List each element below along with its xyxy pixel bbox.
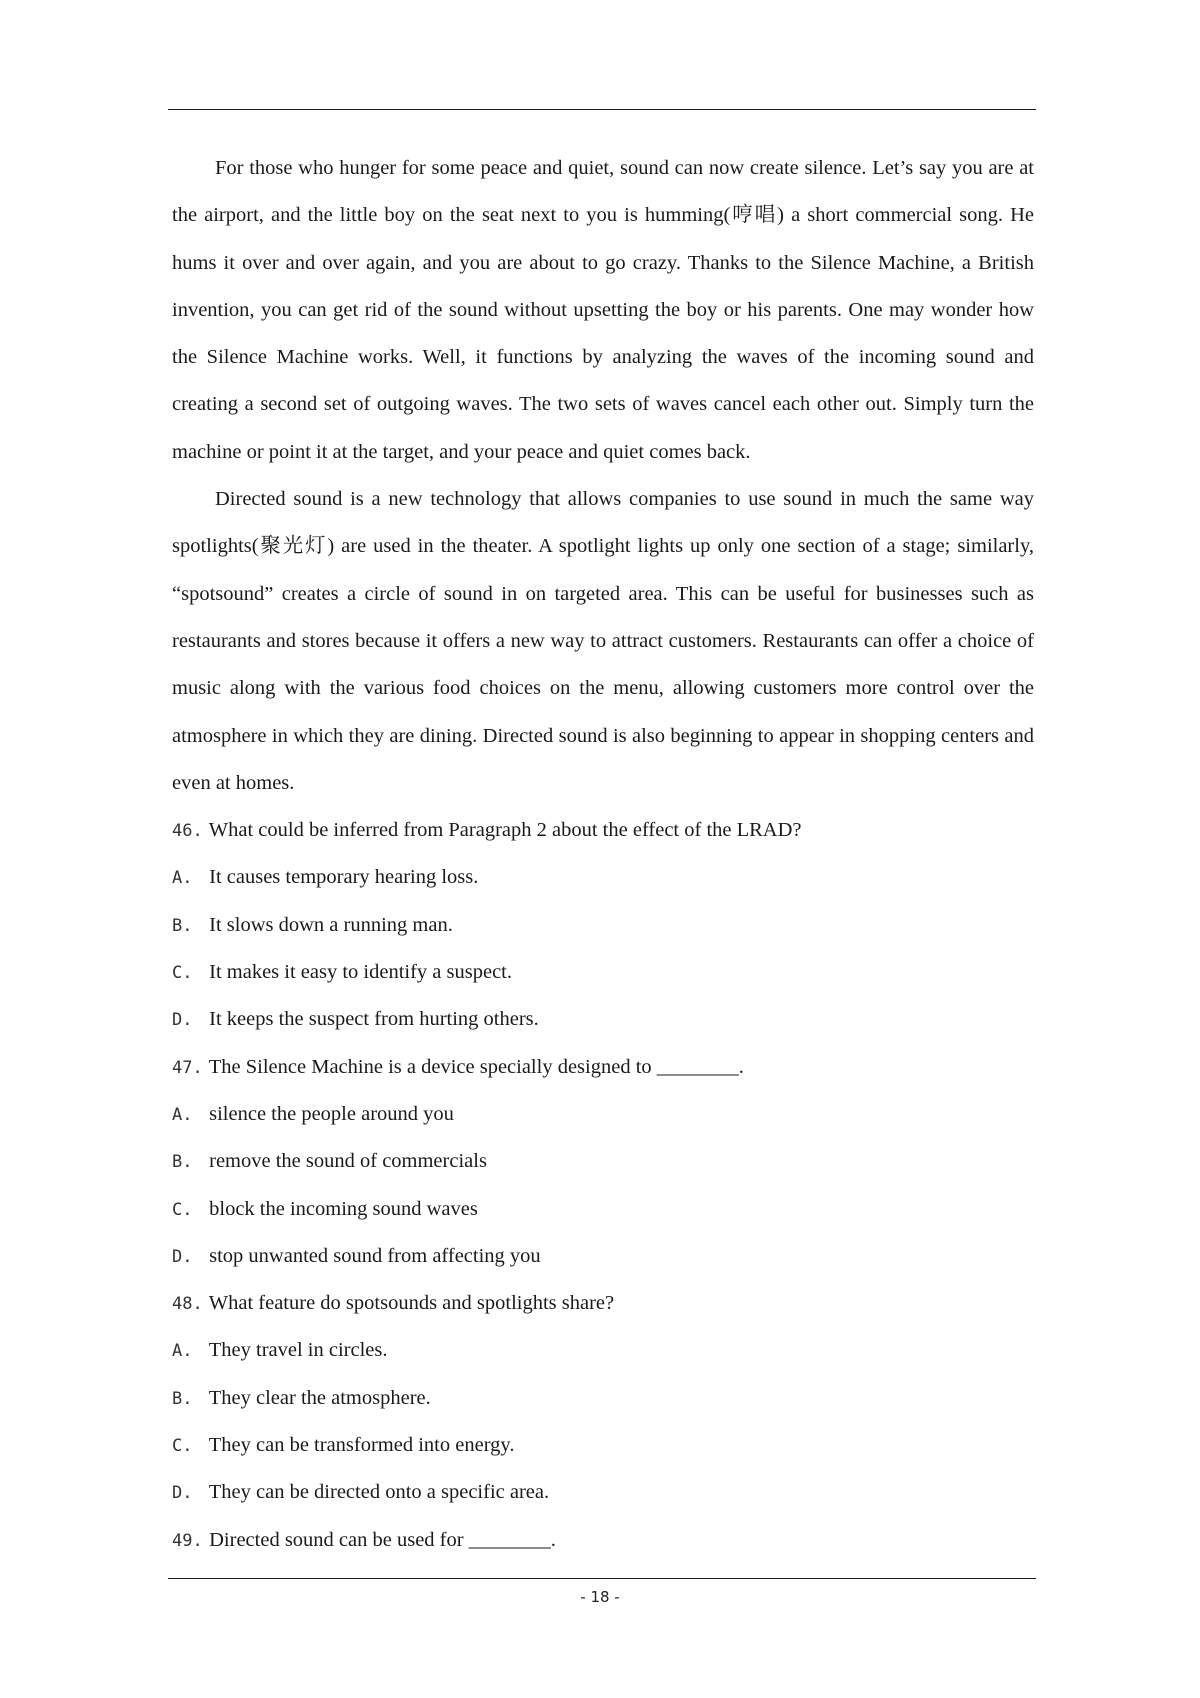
question-47 bbox=[172, 1044, 1034, 1091]
option-label: D. bbox=[172, 1246, 193, 1267]
option-48-b bbox=[172, 1375, 1034, 1422]
question-48 bbox=[172, 1280, 1034, 1327]
option-label: C. bbox=[172, 1199, 193, 1220]
option-text: stop unwanted sound from affecting you bbox=[209, 1244, 541, 1267]
question-text: What could be inferred from Paragraph 2 about the effect of the LRAD? bbox=[208, 819, 802, 842]
question-49 bbox=[172, 1517, 1034, 1564]
option-48-a bbox=[172, 1327, 1034, 1374]
option-label: B. bbox=[172, 1388, 193, 1409]
page-content bbox=[172, 145, 1034, 1564]
option-label: D. bbox=[172, 1010, 193, 1031]
option-text: remove the sound of commercials bbox=[209, 1150, 487, 1173]
option-text: They can be directed onto a specific area. bbox=[208, 1481, 550, 1504]
option-label: A. bbox=[172, 868, 193, 889]
option-48-c bbox=[172, 1422, 1034, 1469]
question-46 bbox=[172, 807, 1034, 854]
question-text: Directed sound can be used for ________. bbox=[209, 1528, 556, 1551]
header-rule bbox=[168, 109, 1036, 110]
option-text: block the incoming sound waves bbox=[209, 1197, 478, 1220]
page-number: - 18 - bbox=[580, 1588, 620, 1606]
footer-rule bbox=[168, 1578, 1036, 1579]
option-text: It makes it easy to identify a suspect. bbox=[209, 961, 512, 984]
passage-paragraph: For those who hunger for some peace and quiet, sound can now create silence. Let’s say you are at the airport, and the little boy on the seat next to you is humming(哼唱) a short commercial song. He hums it over and over again, and you are about to go crazy. Thanks to the Silence Machine, a British invention, you can get rid of the sound without upsetting the boy or his parents. One may wonder how the Silence Machine works. Well, it functions by analyzing the waves of the incoming sound and creating a second set of outgoing waves. The two sets of waves cancel each other out. Simply turn the machine or point it at the target, and your peace and quiet comes back. bbox=[172, 157, 1034, 463]
option-text: They travel in circles. bbox=[208, 1339, 388, 1362]
question-number: 48. bbox=[172, 1294, 203, 1315]
option-label: D. bbox=[172, 1483, 193, 1504]
option-46-c bbox=[172, 949, 1034, 996]
option-label: C. bbox=[172, 963, 193, 984]
option-47-d bbox=[172, 1233, 1034, 1280]
option-text: They clear the atmosphere. bbox=[208, 1386, 431, 1409]
question-number: 46. bbox=[172, 821, 203, 842]
question-text: The Silence Machine is a device specially designed to ________. bbox=[208, 1055, 744, 1078]
option-text: It keeps the suspect from hurting others. bbox=[209, 1008, 539, 1031]
option-47-b bbox=[172, 1138, 1034, 1185]
option-46-b bbox=[172, 902, 1034, 949]
option-48-d bbox=[172, 1469, 1034, 1516]
option-label: B. bbox=[172, 1152, 193, 1173]
option-label: A. bbox=[172, 1341, 193, 1362]
option-text: It slows down a running man. bbox=[209, 913, 453, 936]
question-number: 49. bbox=[172, 1530, 203, 1551]
passage-paragraph: Directed sound is a new technology that allows companies to use sound in much the same way spotlights(聚光灯) are used in the theater. A spotlight lights up only one section of a stage; similarly, “spotsound” creates a circle of sound in on targeted area. This can be useful for businesses such as restaurants and stores because it offers a new way to attract customers. Restaurants can offer a choice of music along with the various food choices on the menu, allowing customers more control over the atmosphere in which they are dining. Directed sound is also beginning to appear in shopping centers and even at homes. bbox=[172, 488, 1034, 794]
option-46-a bbox=[172, 854, 1034, 901]
option-label: C. bbox=[172, 1436, 193, 1457]
option-47-c bbox=[172, 1186, 1034, 1233]
option-label: B. bbox=[172, 915, 193, 936]
option-47-a bbox=[172, 1091, 1034, 1138]
option-text: silence the people around you bbox=[209, 1102, 454, 1125]
option-label: A. bbox=[172, 1104, 193, 1125]
option-text: They can be transformed into energy. bbox=[208, 1434, 515, 1457]
option-text: It causes temporary hearing loss. bbox=[209, 866, 479, 889]
question-text: What feature do spotsounds and spotlights share? bbox=[208, 1292, 615, 1315]
question-number: 47. bbox=[172, 1057, 203, 1078]
option-46-d bbox=[172, 996, 1034, 1043]
